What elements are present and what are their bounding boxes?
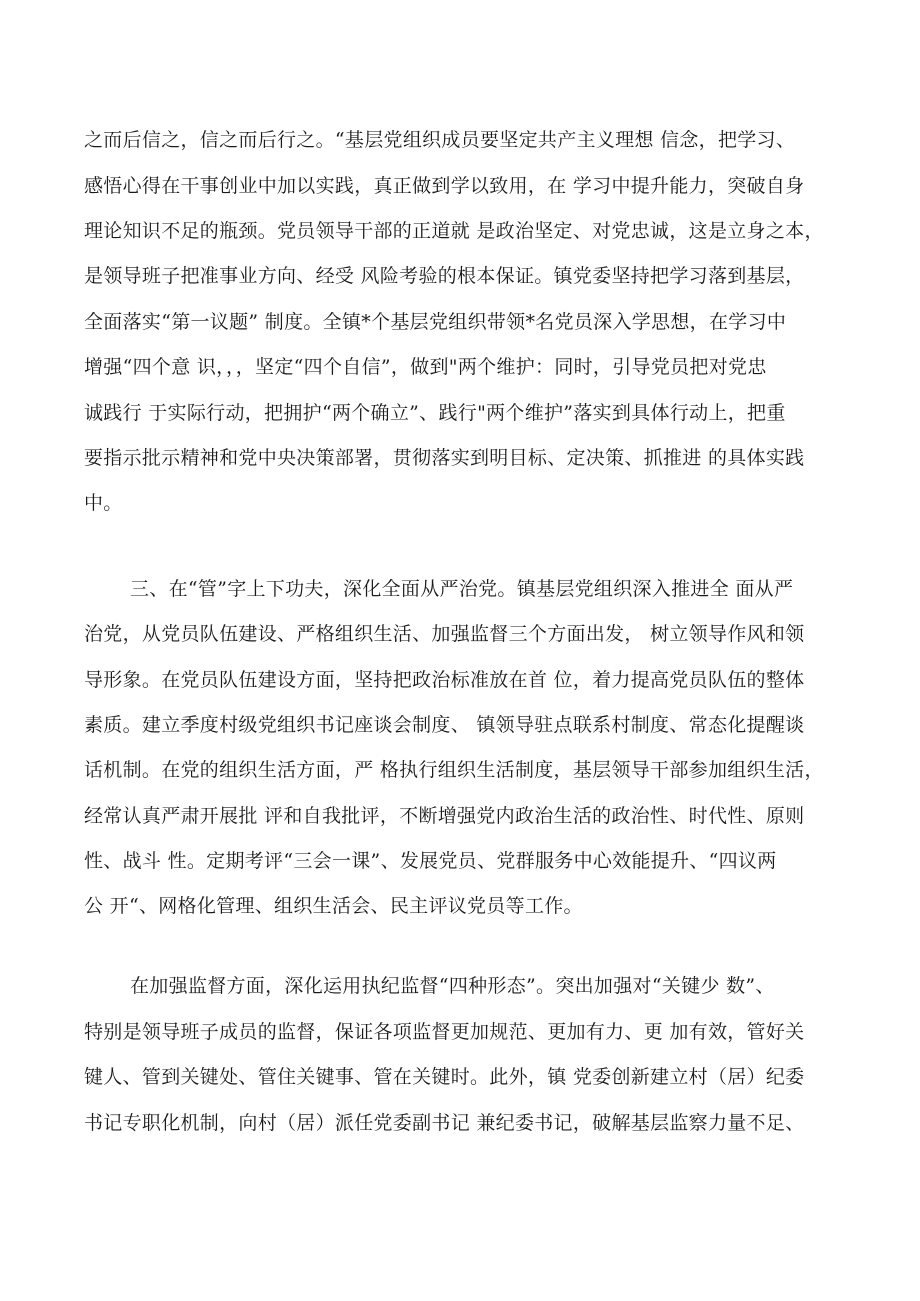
text-line: 中。	[84, 492, 123, 514]
text-line: 全面落实“第一议题” 制度。全镇*个基层党组织带领*名党员深入学思想，在学习中	[84, 311, 787, 333]
text-line: 之而后信之，信之而后行之。“基层党组织成员要坚定共产主义理想 信念，把学习、	[84, 129, 796, 151]
text-line: 是领导班子把准事业方向、经受 风险考验的根本保证。镇党委坚持把学习落到基层，	[84, 265, 805, 287]
text-line: 话机制。在党的组织生活方面，严 格执行组织生活制度，基层领导干部参加组织生活，	[84, 759, 824, 781]
text-line: 书记专职化机制，向村（居）派任党委副书记 兼纪委书记，破解基层监察力量不足、	[84, 1112, 805, 1134]
text-line: 键人、管到关键处、管住关键事、管在关键时。此外，镇 党委创新建立村（居）纪委	[84, 1066, 805, 1088]
text-line: 治党，从党员队伍建设、严格组织生活、加强监督三个方面出发， 树立领导作风和领	[84, 623, 805, 645]
text-line: 素质。建立季度村级党组织书记座谈会制度、 镇领导驻点联系村制度、常态化提醒谈	[84, 714, 805, 736]
text-line: 感悟心得在干事创业中加以实践，真正做到学以致用，在 学习中提升能力，突破自身	[84, 175, 805, 197]
text-line: 性、战斗 性。定期考评“三会一课”、发展党员、党群服务中心效能提升、“四议两	[84, 850, 777, 872]
text-line: 理论知识不足的瓶颈。党员领导干部的正道就 是政治坚定、对党忠诚，这是立身之本，	[84, 220, 824, 242]
text-line: 三、在“管”字上下功夫，深化全面从严治党。镇基层党组织深入推进全 面从严	[130, 578, 794, 600]
text-line: 公 开“、网格化管理、组织生活会、民主评议党员等工作。	[84, 895, 583, 917]
text-line: 增强“四个意 识，，，坚定“四个自信”，做到"两个维护：同时，引导党员把对党忠	[84, 356, 767, 378]
text-line: 经常认真严肃开展批 评和自我批评，不断增强党内政治生活的政治性、时代性、原则	[84, 805, 805, 827]
text-line: 要指示批示精神和党中央决策部署，贯彻落实到明目标、定决策、抓推进 的具体实践	[84, 447, 805, 469]
text-line: 在加强监督方面，深化运用执纪监督“四种形态”。突出加强对“关键少 数”、	[130, 975, 775, 997]
text-line: 诚践行 于实际行动，把拥护“两个确立”、践行"两个维护”落实到具体行动上，把重	[84, 402, 786, 424]
text-line: 特别是领导班子成员的监督，保证各项监督更加规范、更加有力、更 加有效，管好关	[84, 1021, 805, 1043]
text-line: 导形象。在党员队伍建设方面，坚持把政治标准放在首 位，着力提高党员队伍的整体	[84, 669, 805, 691]
